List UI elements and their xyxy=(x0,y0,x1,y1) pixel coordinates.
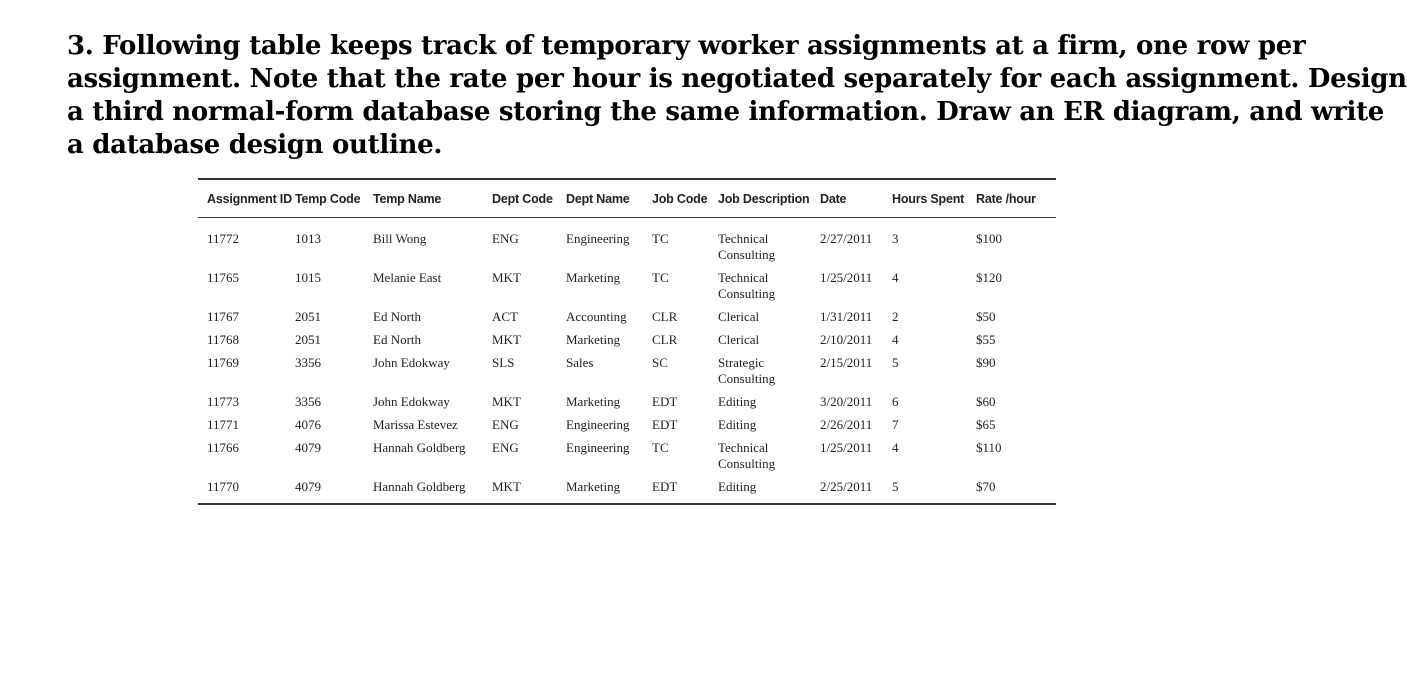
table-cell: 11765 xyxy=(207,270,240,285)
table-cell: 1013 xyxy=(295,231,321,246)
table-cell: EDT xyxy=(652,394,678,409)
table-cell: 11772 xyxy=(207,231,240,246)
table-cell: Marketing xyxy=(566,270,621,285)
table-cell: $50 xyxy=(976,309,996,324)
column-header: Assignment ID xyxy=(207,192,292,206)
table-cell: 11767 xyxy=(207,309,240,324)
table-cell: ENG xyxy=(492,440,519,455)
table-cell: 4 xyxy=(892,440,899,455)
table-cell: 5 xyxy=(892,355,899,370)
table-cell: MKT xyxy=(492,479,521,494)
table-cell: Marissa Estevez xyxy=(373,417,458,432)
question-line: a third normal-form database storing the same information. Draw an ER diagram, and write xyxy=(67,97,1385,127)
table-cell: CLR xyxy=(652,309,678,324)
table-cell: $60 xyxy=(976,394,996,409)
column-header: Dept Name xyxy=(566,192,630,206)
table-row xyxy=(198,270,1056,309)
column-header: Temp Name xyxy=(373,192,442,206)
table-cell: Marketing xyxy=(566,479,621,494)
question-line: a database design outline. xyxy=(67,130,443,160)
table-cell: 3/20/2011 xyxy=(820,394,873,409)
table-cell: John Edokway xyxy=(373,394,450,409)
table-cell: 2/10/2011 xyxy=(820,332,873,347)
table-cell: TC xyxy=(652,270,669,285)
table-cell: Bill Wong xyxy=(373,231,427,246)
table-cell: 5 xyxy=(892,479,899,494)
column-header: Job Description xyxy=(718,192,810,206)
table-cell: 4076 xyxy=(295,417,321,432)
table-cell: Editing xyxy=(718,479,757,494)
assignments-table-body xyxy=(198,218,1056,503)
table-row xyxy=(198,309,1056,332)
table-cell: MKT xyxy=(492,332,521,347)
table-bottom-rule xyxy=(198,503,1056,505)
assignments-table-container xyxy=(198,178,1056,505)
question-line: 3. Following table keeps track of temporary worker assignments at a firm, one row per xyxy=(67,31,1306,61)
table-header xyxy=(198,180,1056,217)
table-cell: ENG xyxy=(492,231,519,246)
column-header: Job Code xyxy=(652,192,708,206)
table-cell: SC xyxy=(652,355,668,370)
table-cell: Editing xyxy=(718,417,757,432)
table-row xyxy=(198,355,1056,394)
table-cell: Marketing xyxy=(566,394,621,409)
table-cell: Clerical xyxy=(718,309,760,324)
table-cell: 3356 xyxy=(295,355,321,370)
column-header: Hours Spent xyxy=(892,192,965,206)
table-cell: Technical Consulting xyxy=(718,440,776,471)
table-cell: CLR xyxy=(652,332,678,347)
question-line: assignment. Note that the rate per hour is negotiated separately for each assignment. Design xyxy=(67,64,1407,94)
table-cell: EDT xyxy=(652,417,678,432)
table-cell: 1015 xyxy=(295,270,321,285)
table-cell: 4 xyxy=(892,332,899,347)
table-cell: Melanie East xyxy=(373,270,442,285)
column-header: Temp Code xyxy=(295,192,361,206)
table-cell: ENG xyxy=(492,417,519,432)
table-row xyxy=(198,332,1056,355)
table-cell: $120 xyxy=(976,270,1002,285)
table-cell: 11770 xyxy=(207,479,240,494)
table-cell: Ed North xyxy=(373,309,422,324)
table-cell: 11766 xyxy=(207,440,240,455)
table-cell: Editing xyxy=(718,394,757,409)
header-row xyxy=(198,180,1056,217)
table-cell: $100 xyxy=(976,231,1002,246)
column-header: Rate /hour xyxy=(976,192,1036,206)
table-cell: 2 xyxy=(892,309,899,324)
table-cell: 4079 xyxy=(295,479,321,494)
table-cell: Engineering xyxy=(566,440,630,455)
table-cell: Sales xyxy=(566,355,594,370)
table-cell: 2/27/2011 xyxy=(820,231,873,246)
table-cell: 11768 xyxy=(207,332,240,347)
table-cell: $90 xyxy=(976,355,996,370)
table-cell: 1/31/2011 xyxy=(820,309,873,324)
table-cell: $55 xyxy=(976,332,996,347)
table-cell: 2/25/2011 xyxy=(820,479,873,494)
table-cell: $65 xyxy=(976,417,996,432)
table-cell: Strategic Consulting xyxy=(718,355,776,386)
table-cell: 3 xyxy=(892,231,899,246)
table-cell: $70 xyxy=(976,479,996,494)
table-cell: 2051 xyxy=(295,309,321,324)
table-cell: Engineering xyxy=(566,231,630,246)
table-cell: 2/15/2011 xyxy=(820,355,873,370)
table-cell: Hannah Goldberg xyxy=(373,440,466,455)
table-cell: 1/25/2011 xyxy=(820,270,873,285)
table-cell: 4 xyxy=(892,270,899,285)
table-row xyxy=(198,218,1056,270)
question-text xyxy=(67,30,1407,162)
table-cell: 4079 xyxy=(295,440,321,455)
table-row xyxy=(198,417,1056,440)
table-cell: EDT xyxy=(652,479,678,494)
table-cell: Marketing xyxy=(566,332,621,347)
table-row xyxy=(198,440,1056,479)
column-header: Dept Code xyxy=(492,192,553,206)
table-cell: 6 xyxy=(892,394,899,409)
table-cell: 7 xyxy=(892,417,899,432)
assignments-table xyxy=(198,180,1056,217)
column-header: Date xyxy=(820,192,847,206)
table-cell: Technical Consulting xyxy=(718,231,776,262)
table-cell: 11769 xyxy=(207,355,240,370)
table-cell: 2/26/2011 xyxy=(820,417,873,432)
table-cell: Engineering xyxy=(566,417,630,432)
table-body xyxy=(198,218,1056,503)
table-cell: Ed North xyxy=(373,332,422,347)
table-cell: TC xyxy=(652,231,669,246)
table-cell: $110 xyxy=(976,440,1002,455)
table-cell: 3356 xyxy=(295,394,321,409)
table-cell: MKT xyxy=(492,394,521,409)
table-cell: 11771 xyxy=(207,417,240,432)
table-cell: 2051 xyxy=(295,332,321,347)
table-cell: ACT xyxy=(492,309,518,324)
table-row xyxy=(198,394,1056,417)
table-cell: Accounting xyxy=(566,309,627,324)
table-cell: MKT xyxy=(492,270,521,285)
table-cell: SLS xyxy=(492,355,515,370)
table-row xyxy=(198,479,1056,503)
table-cell: Clerical xyxy=(718,332,760,347)
table-cell: John Edokway xyxy=(373,355,450,370)
table-cell: Technical Consulting xyxy=(718,270,776,301)
table-cell: 11773 xyxy=(207,394,240,409)
table-cell: TC xyxy=(652,440,669,455)
table-cell: 1/25/2011 xyxy=(820,440,873,455)
table-cell: Hannah Goldberg xyxy=(373,479,466,494)
